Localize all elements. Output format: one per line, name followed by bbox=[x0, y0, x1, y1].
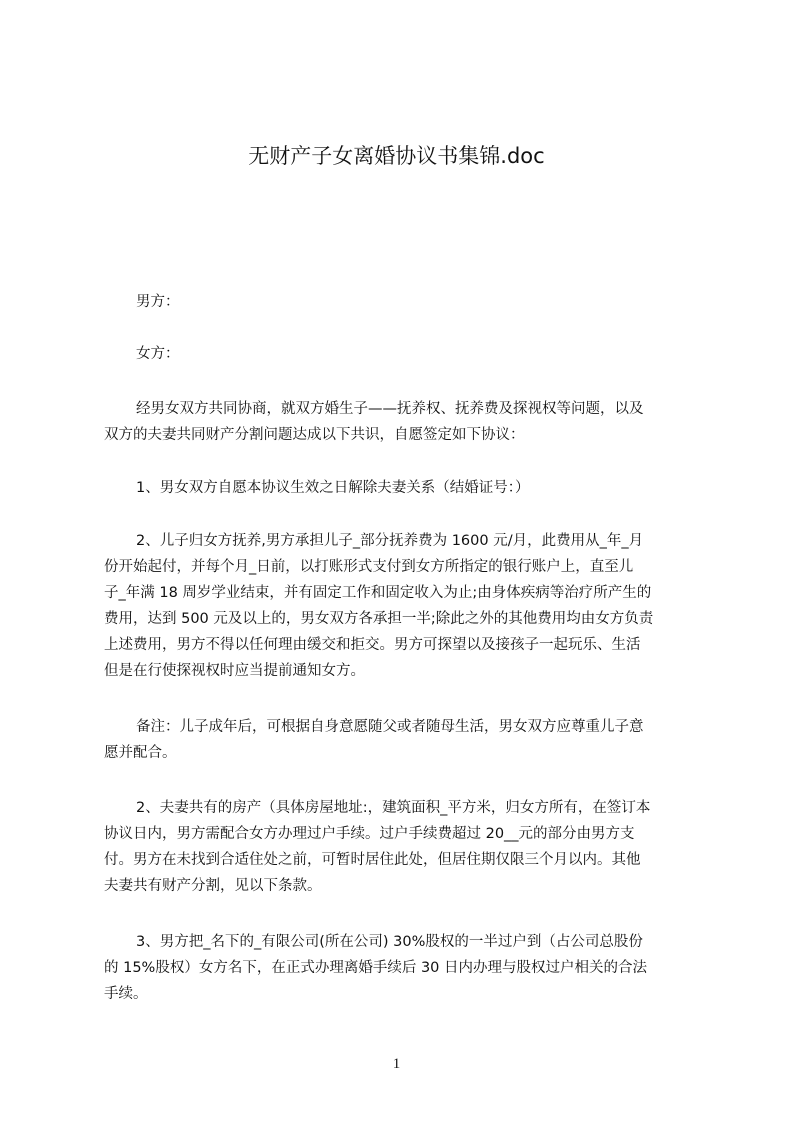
clause-2-custody-paragraph bbox=[104, 528, 704, 684]
paragraph-line: 子_年满 18 周岁学业结束，并有固定工作和固定收入为止;由身体疾病等治疗所产生的 bbox=[104, 585, 652, 601]
paragraph-line: 双方的夫妻共同财产分割问题达成以下共识，自愿签定如下协议： bbox=[104, 427, 525, 443]
paragraph-line: 费用，达到 500 元及以上的，男女双方各承担一半;除此之外的其他费用均由女方负责 bbox=[104, 611, 654, 627]
female-party-line bbox=[104, 341, 704, 367]
paragraph-line: 备注：儿子成年后，可根据自身意愿随父或者随母生活，男女双方应尊重儿子意 bbox=[136, 719, 644, 735]
clause-3-paragraph bbox=[104, 929, 704, 1007]
clause-2-property-paragraph bbox=[104, 795, 704, 899]
male-party-line bbox=[104, 289, 704, 315]
paragraph-line: 经男女双方共同协商，就双方婚生子——抚养权、抚养费及探视权等问题，以及 bbox=[136, 401, 644, 417]
page-number: 1 bbox=[392, 1056, 401, 1072]
paragraph-line: 夫妻共有财产分割，见以下条款。 bbox=[104, 878, 322, 894]
remark-paragraph bbox=[104, 714, 704, 766]
paragraph-line: 2、儿子归女方抚养,男方承担儿子_部分抚养费为 1600 元/月，此费用从_年_月 bbox=[136, 533, 644, 549]
paragraph-line: 协议日内，男方需配合女方办理过户手续。过户手续费超过 20__元的部分由男方支 bbox=[104, 826, 635, 842]
paragraph-line: 付。男方在未找到合适住处之前，可暂时居住此处，但居住期仅限三个月以内。其他 bbox=[104, 852, 641, 868]
paragraph-line: 愿并配合。 bbox=[104, 745, 177, 761]
paragraph-line: 1、男女双方自愿本协议生效之日解除夫妻关系（结婚证号：） bbox=[136, 480, 530, 496]
paragraph-line: 但是在行使探视权时应当提前通知女方。 bbox=[104, 663, 365, 679]
clause-1-paragraph bbox=[104, 475, 704, 501]
paragraph-line: 手续。 bbox=[104, 986, 148, 1002]
document-title: 无财产子女离婚协议书集锦.doc bbox=[248, 144, 545, 168]
paragraph-line: 3、男方把_名下的_有限公司(所在公司) 30%股权的一半过户到（占公司总股份 bbox=[136, 934, 643, 950]
paragraph-line: 的 15%股权）女方名下，在正式办理离婚手续后 30 日内办理与股权过户相关的合法 bbox=[104, 960, 648, 976]
paragraph-line: 2、夫妻共有的房产（具体房屋地址:，建筑面积_平方米，归女方所有，在签订本 bbox=[136, 800, 651, 816]
paragraph-line: 上述费用，男方不得以任何理由缓交和拒交。男方可探望以及接孩子一起玩乐、生活 bbox=[104, 637, 641, 653]
female-party-label: 女方： bbox=[136, 346, 180, 362]
intro-paragraph bbox=[104, 396, 704, 448]
paragraph-line: 份开始起付，并每个月_日前，以打账形式支付到女方所指定的银行账户上，直至儿 bbox=[104, 559, 634, 575]
male-party-label: 男方： bbox=[136, 294, 180, 310]
